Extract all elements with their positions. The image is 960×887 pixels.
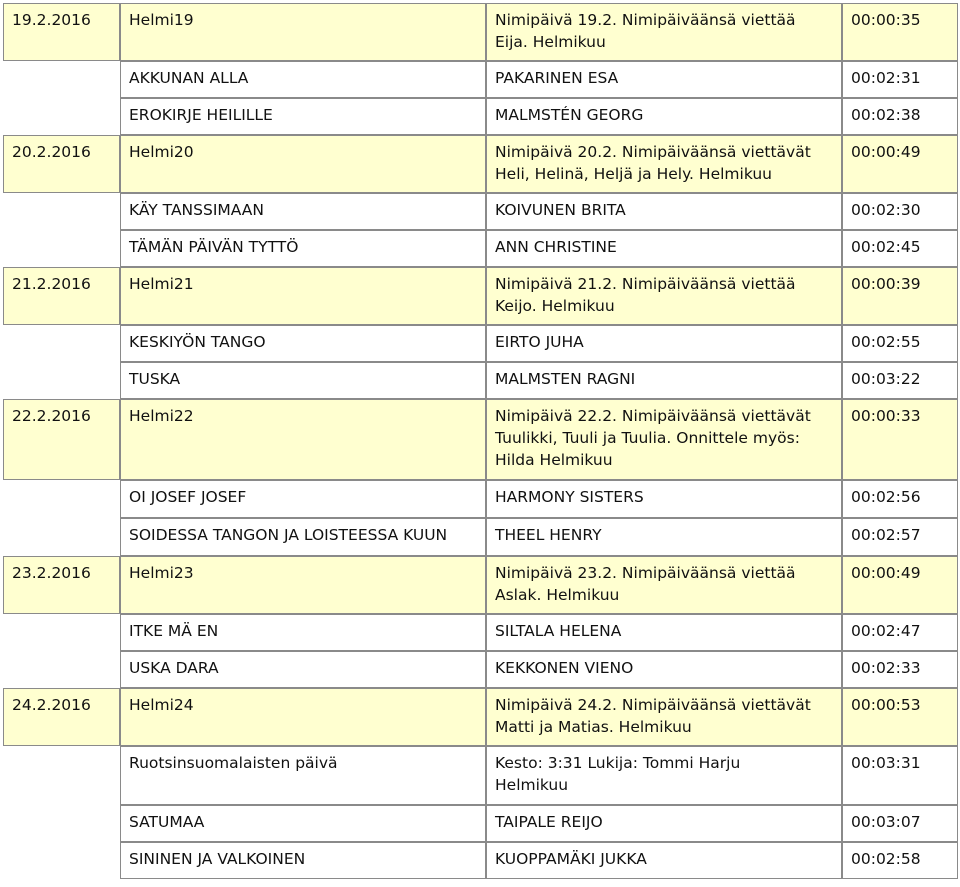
program-name-cell: Helmi19 xyxy=(120,3,486,61)
date-cell: 22.2.2016 xyxy=(3,399,120,480)
duration-cell: 00:03:22 xyxy=(842,362,958,399)
duration-cell: 00:00:39 xyxy=(842,267,958,325)
artist-cell: MALMSTÉN GEORG xyxy=(486,98,842,135)
song-row xyxy=(3,805,958,842)
empty-cell xyxy=(3,746,120,805)
empty-cell xyxy=(3,193,120,230)
empty-cell xyxy=(3,480,120,518)
empty-cell xyxy=(3,651,120,688)
day-row xyxy=(3,399,958,480)
description-line: Nimipäivä 23.2. Nimipäiväänsä viettää xyxy=(495,564,796,582)
song-title-cell: KESKIYÖN TANGO xyxy=(120,325,486,362)
song-title-cell: OI JOSEF JOSEF xyxy=(120,480,486,518)
song-title-cell: EROKIRJE HEILILLE xyxy=(120,98,486,135)
song-row xyxy=(3,651,958,688)
song-title-cell: TUSKA xyxy=(120,362,486,399)
song-title-cell: SININEN JA VALKOINEN xyxy=(120,842,486,879)
artist-cell: EIRTO JUHA xyxy=(486,325,842,362)
program-name-cell: Helmi21 xyxy=(120,267,486,325)
song-title-cell: SOIDESSA TANGON JA LOISTEESSA KUUN xyxy=(120,518,486,556)
empty-cell xyxy=(3,842,120,879)
date-cell: 24.2.2016 xyxy=(3,688,120,746)
day-row xyxy=(3,3,958,61)
empty-cell xyxy=(3,805,120,842)
description-line: Nimipäivä 20.2. Nimipäiväänsä viettävät xyxy=(495,143,811,161)
program-name-cell: Helmi24 xyxy=(120,688,486,746)
artist-cell: SILTALA HELENA xyxy=(486,614,842,651)
song-title-cell: AKKUNAN ALLA xyxy=(120,61,486,98)
empty-cell xyxy=(3,61,120,98)
program-name-cell: Helmi22 xyxy=(120,399,486,480)
empty-cell xyxy=(3,98,120,135)
description-line: Eija. Helmikuu xyxy=(495,33,606,51)
song-row xyxy=(3,842,958,879)
date-cell: 20.2.2016 xyxy=(3,135,120,193)
song-row xyxy=(3,480,958,518)
description-cell xyxy=(486,688,842,746)
description-cell xyxy=(486,556,842,614)
description-line: Keijo. Helmikuu xyxy=(495,297,615,315)
artist-cell: TAIPALE REIJO xyxy=(486,805,842,842)
empty-cell xyxy=(3,230,120,267)
song-row xyxy=(3,61,958,98)
song-title-cell: USKA DARA xyxy=(120,651,486,688)
program-name-cell: Helmi23 xyxy=(120,556,486,614)
description-cell xyxy=(486,399,842,480)
song-row xyxy=(3,614,958,651)
duration-cell: 00:00:49 xyxy=(842,556,958,614)
description-cell xyxy=(486,135,842,193)
description-line: Aslak. Helmikuu xyxy=(495,586,620,604)
duration-cell: 00:02:31 xyxy=(842,61,958,98)
description-line: Matti ja Matias. Helmikuu xyxy=(495,718,692,736)
empty-cell xyxy=(3,518,120,556)
duration-cell: 00:00:33 xyxy=(842,399,958,480)
duration-cell: 00:02:33 xyxy=(842,651,958,688)
duration-cell: 00:02:30 xyxy=(842,193,958,230)
song-title-cell: SATUMAA xyxy=(120,805,486,842)
song-row xyxy=(3,325,958,362)
artist-cell: PAKARINEN ESA xyxy=(486,61,842,98)
day-row xyxy=(3,688,958,746)
song-title-cell: KÄY TANSSIMAAN xyxy=(120,193,486,230)
artist-cell: KEKKONEN VIENO xyxy=(486,651,842,688)
duration-cell: 00:02:45 xyxy=(842,230,958,267)
empty-cell xyxy=(3,362,120,399)
day-row xyxy=(3,556,958,614)
duration-cell: 00:02:47 xyxy=(842,614,958,651)
date-cell: 19.2.2016 xyxy=(3,3,120,61)
duration-cell: 00:00:49 xyxy=(842,135,958,193)
duration-cell: 00:02:55 xyxy=(842,325,958,362)
song-title-cell: TÄMÄN PÄIVÄN TYTTÖ xyxy=(120,230,486,267)
artist-cell: MALMSTEN RAGNI xyxy=(486,362,842,399)
duration-cell: 00:02:57 xyxy=(842,518,958,556)
artist-cell: THEEL HENRY xyxy=(486,518,842,556)
song-row xyxy=(3,230,958,267)
description-line: Nimipäivä 19.2. Nimipäiväänsä viettää xyxy=(495,11,796,29)
empty-cell xyxy=(3,614,120,651)
artist-cell: ANN CHRISTINE xyxy=(486,230,842,267)
artist-cell: HARMONY SISTERS xyxy=(486,480,842,518)
description-line: Tuulikki, Tuuli ja Tuulia. Onnittele myös: xyxy=(495,429,800,447)
artist-line: Helmikuu xyxy=(495,776,569,794)
artist-cell: KOIVUNEN BRITA xyxy=(486,193,842,230)
artist-cell: KUOPPAMÄKI JUKKA xyxy=(486,842,842,879)
description-line: Hilda Helmikuu xyxy=(495,451,613,469)
description-line: Heli, Helinä, Heljä ja Hely. Helmikuu xyxy=(495,165,772,183)
song-row xyxy=(3,518,958,556)
duration-cell: 00:02:38 xyxy=(842,98,958,135)
song-row xyxy=(3,746,958,805)
description-cell xyxy=(486,3,842,61)
empty-cell xyxy=(3,325,120,362)
artist-line: Kesto: 3:31 Lukija: Tommi Harju xyxy=(495,754,741,772)
day-row xyxy=(3,135,958,193)
song-title-cell: Ruotsinsuomalaisten päivä xyxy=(120,746,486,805)
song-row xyxy=(3,98,958,135)
song-title-cell: ITKE MÄ EN xyxy=(120,614,486,651)
date-cell: 23.2.2016 xyxy=(3,556,120,614)
duration-cell: 00:03:07 xyxy=(842,805,958,842)
program-name-cell: Helmi20 xyxy=(120,135,486,193)
song-row xyxy=(3,362,958,399)
broadcast-schedule-table xyxy=(3,3,958,885)
song-row xyxy=(3,193,958,230)
date-cell: 21.2.2016 xyxy=(3,267,120,325)
duration-cell: 00:02:58 xyxy=(842,842,958,879)
description-line: Nimipäivä 21.2. Nimipäiväänsä viettää xyxy=(495,275,796,293)
description-line: Nimipäivä 24.2. Nimipäiväänsä viettävät xyxy=(495,696,811,714)
description-line: Nimipäivä 22.2. Nimipäiväänsä viettävät xyxy=(495,407,811,425)
duration-cell: 00:00:35 xyxy=(842,3,958,61)
description-cell xyxy=(486,267,842,325)
day-row xyxy=(3,267,958,325)
duration-cell: 00:03:31 xyxy=(842,746,958,805)
duration-cell: 00:00:53 xyxy=(842,688,958,746)
artist-cell xyxy=(486,746,842,805)
duration-cell: 00:02:56 xyxy=(842,480,958,518)
